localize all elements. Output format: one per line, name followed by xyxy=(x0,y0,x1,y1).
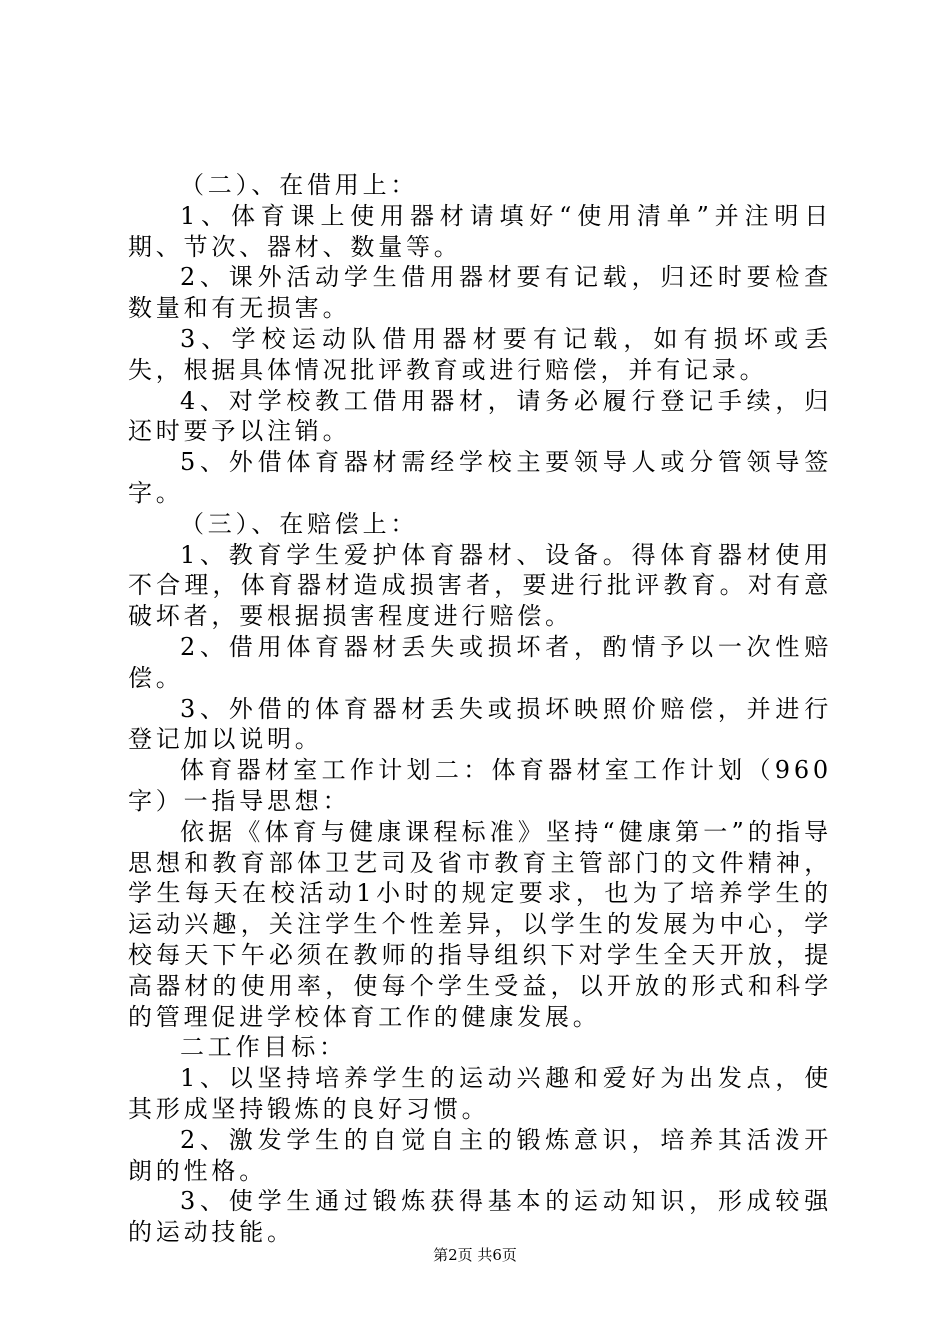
section-heading-borrowing: （二）、在借用上： xyxy=(180,171,419,199)
paragraph: 1、体育课上使用器材请填好“使用清单”并注明日期、节次、器材、数量等。 xyxy=(128,201,832,261)
paragraph: 3、外借的体育器材丢失或损坏映照价赔偿，并进行登记加以说明。 xyxy=(128,694,832,754)
paragraph: 1、以坚持培养学生的运动兴趣和爱好为出发点，使其形成坚持锻炼的良好习惯。 xyxy=(128,1064,832,1123)
section-heading-goals: 二工作目标： xyxy=(180,1033,347,1062)
paragraph: 5、外借体育器材需经学校主要领导人或分管领导签字。 xyxy=(128,448,832,507)
paragraph: 4、对学校教工借用器材，请务必履行登记手续，归还时要予以注销。 xyxy=(128,386,832,446)
section-heading-compensation: （三）、在赔偿上： xyxy=(180,509,419,538)
paragraph: 3、学校运动队借用器材要有记载，如有损坏或丢失，根据具体情况批评教育或进行赔偿，并有记录。 xyxy=(128,324,832,384)
paragraph: 3、使学生通过锻炼获得基本的运动知识，形成较强的运动技能。 xyxy=(128,1187,832,1247)
paragraph: 2、借用体育器材丢失或损坏者，酌情予以一次性赔偿。 xyxy=(128,632,832,692)
paragraph: 1、教育学生爱护体育器材、设备。得体育器材使用不合理，体育器材造成损害者，要进行批评教育。对有意破坏者，要根据损害程度进行赔偿。 xyxy=(128,540,832,631)
paragraph: 2、课外活动学生借用器材要有记载，归还时要检查数量和有无损害。 xyxy=(128,263,832,323)
paragraph: 依据《体育与健康课程标准》坚持“健康第一”的指导思想和教育部体卫艺司及省市教育主管部门的文件精神，学生每天在校活动1小时的规定要求，也为了培养学生的运动兴趣，关注学生个性差异，以学生的发展为中心，学校每天下午必须在教师的指导组织下对学生全天开放，提高器材的使用率，使每个学生受益，以开放的形式和科学的管理促进学校体育工作的健康发展。 xyxy=(128,817,832,1031)
page-footer xyxy=(0,1245,950,1265)
page-number-label: 第2页 共6页 xyxy=(433,1246,517,1264)
paragraph: 2、激发学生的自觉自主的锻炼意识，培养其活泼开朗的性格。 xyxy=(128,1125,832,1185)
plan-title-paragraph: 体育器材室工作计划二：体育器材室工作计划（960字）一指导思想： xyxy=(128,756,832,815)
document-body xyxy=(128,170,832,1248)
